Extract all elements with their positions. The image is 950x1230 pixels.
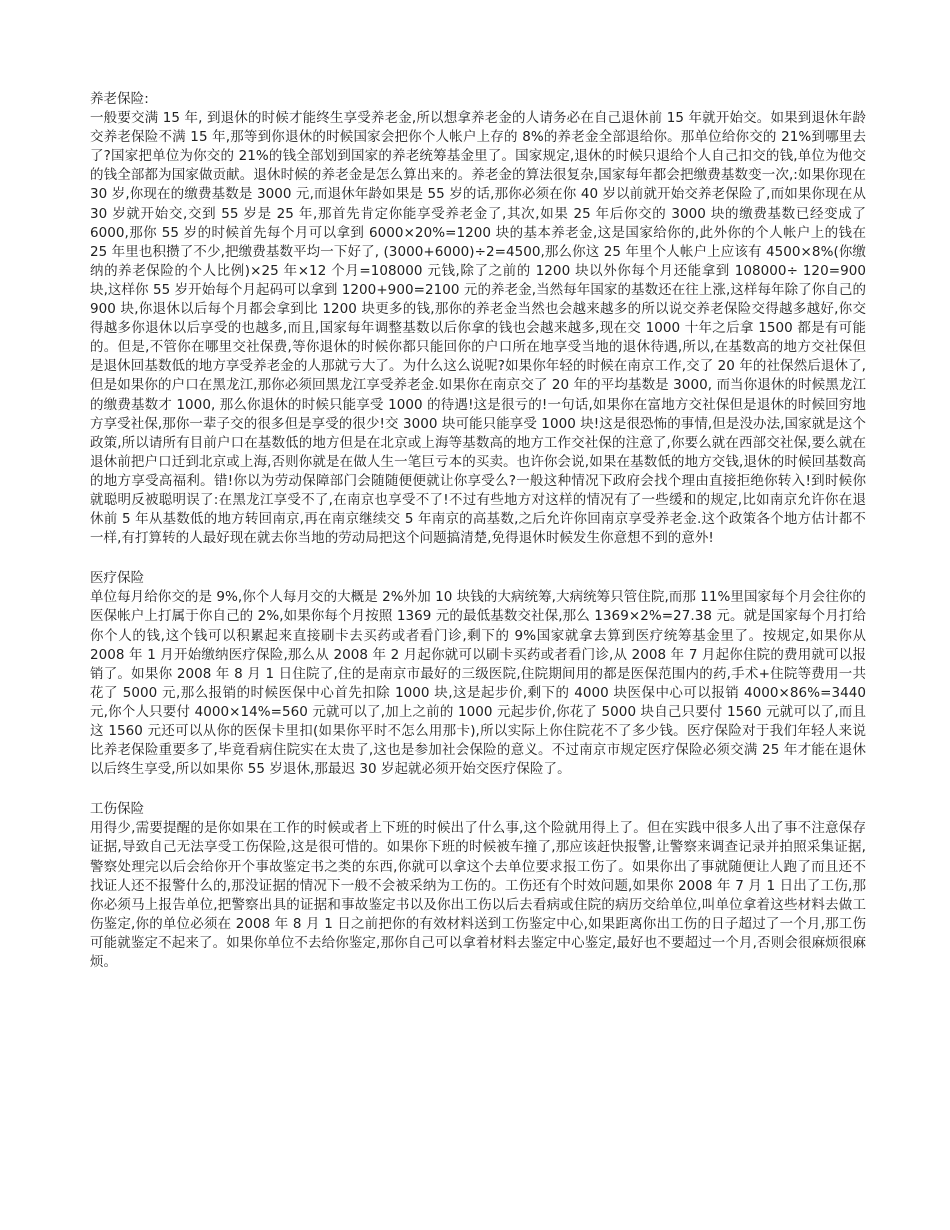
section-work-injury-insurance bbox=[90, 800, 866, 972]
section-body: 用得少,需要提醒的是你如果在工作的时候或者上下班的时候出了什么事,这个险就用得上了。但在实践中很多人出了事不注意保存证据,导致自己无法享受工伤保险,这是很可惜的。如果你下班的时候被车撞了,那应该赶快报警,让警察来调查记录并拍照采集证据,警察处理完以后会给你开个事故鉴定书之类的东西,你就可以拿这个去单位要求报工伤了。如果你出了事就随便让人跑了而且还不找证人还不报警什么的,那没证据的情况下一般不会被采纳为工伤的。工伤还有个时效问题,如果你 2008 年 7 月 1 日出了工伤,那你必须马上报告单位,把警察出具的证据和事故鉴定书以及你出工伤以后去看病或住院的病历交给单位,叫单位拿着这些材料去做工伤鉴定,你的单位必须在 2008 年 8 月 1 日之前把你的有效材料送到工伤鉴定中心,如果距离你出工伤的日子超过了一个月,那工伤可能就鉴定不起来了。如果你单位不去给你鉴定,那你自己可以拿着材料去鉴定中心鉴定,最好也不要超过一个月,否则会很麻烦很麻烦。 bbox=[90, 820, 866, 971]
section-heading: 医疗保险 bbox=[90, 570, 145, 587]
section-heading: 工伤保险 bbox=[90, 801, 145, 818]
section-body: 单位每月给你交的是 9%,你个人每月交的大概是 2%外加 10 块钱的大病统筹,大病统筹只管住院,而那 11%里国家每个月会往你的医保帐户上打属于你自己的 2%,如果你每个月按照 1369 元的最低基数交社保,那么 1369×2%=27.38 元。就是国家每个月打给你个人的钱,这个钱可以积累起来直接刷卡去买药或者看门诊,剩下的 9%国家就拿去算到医疗统筹基金里了。按规定,如果你从 2008 年 1 月开始缴纳医疗保险,那么从 2008 年 2 月起你就可以刷卡买药或者看门诊,从 2008 年 7 月起你住院的费用就可以报销了。如果你 2008 年 8 月 1 日住院了,住的是南京市最好的三级医院,住院期间用的都是医保范围内的药,手术+住院等费用一共花了 5000 元,那么报销的时候医保中心首先扣除 1000 块,这是起步价,剩下的 4000 块医保中心可以报销 4000×86%=3440 元,你个人只要付 4000×14%=560 元就可以了,加上之前的 1000 元起步价,你花了 5000 块自己只要付 1560 元就可以了,而且这 1560 元还可以从你的医保卡里扣(如果你平时不怎么用那卡),所以实际上你住院花不了多少钱。医疗保险对于我们年轻人来说比养老保险重要多了,毕竟看病住院实在太贵了,这也是参加社会保险的意义。不过南京市规定医疗保险必须交满 25 年才能在退休以后终生享受,所以如果你 55 岁退休,那最迟 30 岁起就必须开始交医疗保险了。 bbox=[90, 589, 866, 778]
section-heading: 养老保险: bbox=[90, 91, 149, 107]
section-body: 一般要交满 15 年, 到退休的时候才能终生享受养老金,所以想拿养老金的人请务必在自己退休前 15 年就开始交。如果到退休年龄交养老保险不满 15 年,那等到你退休的时候国家会把你个人帐户上存的 8%的养老金全部退给你。那单位给你交的 21%到哪里去了?国家把单位为你交的 21%的钱全部划到国家的养老统筹基金里了。国家规定,退休的时候只退给个人自己扣交的钱,单位为他交的钱全部都为国家做贡献。退休时候的养老金是怎么算出来的。养老金的算法很复杂,国家每年都会把缴费基数变一次,:如果你现在 30 岁,你现在的缴费基数是 3000 元,而退休年龄如果是 55 岁的话,那你必须在你 40 岁以前就开始交养老保险了,而如果你现在从 30 岁就开始交,交到 55 岁是 25 年,那首先肯定你能享受养老金了,其次,如果 25 年后你交的 3000 块的缴费基数已经变成了 6000,那你 55 岁的时候首先每个月可以拿到 6000×20%=1200 块的基本养老金,这是国家给你的,此外你的个人帐户上的钱在 25 年里也积攒了不少,把缴费基数平均一下好了, (3000+6000)÷2=4500,那么你这 25 年里个人帐户上应该有 4500×8%(你缴纳的养老保险的个人比例)×25 年×12 个月=108000 元钱,除了之前的 1200 块以外你每个月还能拿到 108000÷ 120=900 块,这样你 55 岁开始每个月起码可以拿到 1200+900=2100 元的养老金,当然每年国家的基数还在往上涨,这样每年除了你自己的 900 块,你退休以后每个月都会拿到比 1200 块更多的钱,那你的养老金当然也会越来越多的所以说交养老保险交得越多越好,你交得越多你退休以后享受的也越多,而且,国家每年调整基数以后你拿的钱也会越来越多,现在交 1000 十年之后拿 1500 都是有可能的。但是,不管你在哪里交社保费,等你退休的时候你都只能回你的户口所在地享受当地的退休待遇,所以,在基数高的地方交社保但是退休回基数低的地方享受养老金的人那就亏大了。为什么这么说呢?如果你年轻的时候在南京工作,交了 20 年的社保然后退休了,但是如果你的户口在黑龙江,那你必须回黑龙江享受养老金.如果你在南京交了 20 年的平均基数是 3000, 而当你退休的时候黑龙江的缴费基数才 1000, 那么你退休的时候只能享受 1000 的待遇!这是很亏的!一句话,如果你在富地方交社保但是退休的时候回穷地方享受社保,那你一辈子交的很多但是享受的很少!交 3000 块可能只能享受 1000 块!这是很恐怖的事情,但是没办法,国家就是这个政策,所以请所有目前户口在基数低的地方但是在北京或上海等基数高的地方工作交社保的注意了,你要么就在西部交社保,要么就在退休前把户口迁到北京或上海,否则你就是在做人生一笔巨亏本的买卖。也许你会说,如果在基数低的地方交钱,退休的时候回基数高的地方享受高福利。错!你以为劳动保障部门会随随便便就让你享受么?一般这种情况下政府会找个理由直接拒绝你转入!到时候你就聪明反被聪明误了:在黑龙江享受不了,在南京也享受不了!不过有些地方对这样的情况有了一些缓和的规定,比如南京允许你在退休前 5 年从基数低的地方转回南京,再在南京继续交 5 年南京的高基数,之后允许你回南京享受养老金.这个政策各个地方估计都不一样,有打算转的人最好现在就去你当地的劳动局把这个问题搞清楚,免得退休时候发生你意想不到的意外! bbox=[90, 110, 866, 547]
section-medical-insurance bbox=[90, 569, 866, 779]
section-pension-insurance bbox=[90, 90, 866, 548]
